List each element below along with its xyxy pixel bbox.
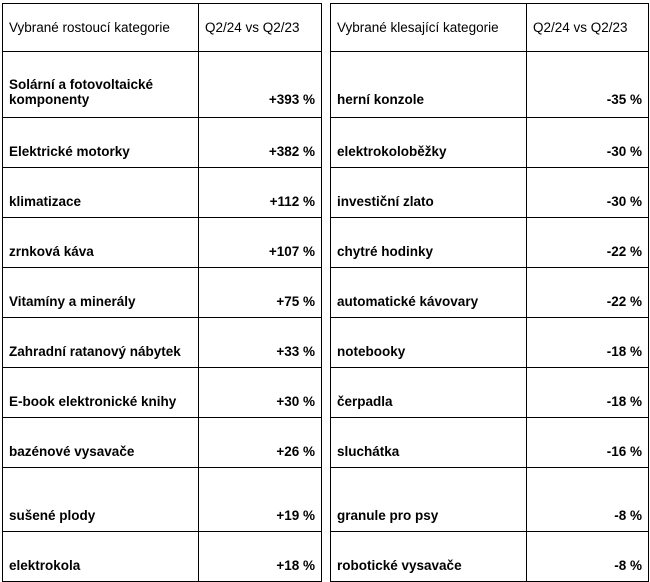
table-row — [3, 468, 322, 532]
category-cell: E-book elektronické knihy — [3, 368, 199, 418]
table-row — [331, 468, 649, 532]
table-row — [331, 368, 649, 418]
value-cell: +112 % — [199, 168, 322, 218]
declining-categories-table — [330, 3, 649, 582]
value-cell: -16 % — [527, 418, 649, 468]
table-row — [331, 118, 649, 168]
value-cell: -18 % — [527, 318, 649, 368]
table-row — [331, 168, 649, 218]
category-cell: herní konzole — [331, 52, 527, 118]
table-row — [331, 268, 649, 318]
table-row — [3, 418, 322, 468]
value-cell: +382 % — [199, 118, 322, 168]
table-row — [3, 218, 322, 268]
value-cell: -22 % — [527, 218, 649, 268]
table-row — [3, 318, 322, 368]
table-header-row — [3, 4, 322, 52]
value-cell: +26 % — [199, 418, 322, 468]
category-cell: Elektrické motorky — [3, 118, 199, 168]
category-cell: Zahradní ratanový nábytek — [3, 318, 199, 368]
value-cell: -18 % — [527, 368, 649, 418]
value-cell: +107 % — [199, 218, 322, 268]
table-header-row — [331, 4, 649, 52]
category-cell: čerpadla — [331, 368, 527, 418]
value-cell: +19 % — [199, 468, 322, 532]
value-cell: -22 % — [527, 268, 649, 318]
growing-categories-table — [2, 3, 322, 582]
category-cell: Solární a fotovoltaické komponenty — [3, 52, 199, 118]
category-cell: automatické kávovary — [331, 268, 527, 318]
table-row — [331, 418, 649, 468]
value-cell: +33 % — [199, 318, 322, 368]
column-header-period: Q2/24 vs Q2/23 — [527, 4, 649, 52]
value-cell: -30 % — [527, 118, 649, 168]
category-cell: granule pro psy — [331, 468, 527, 532]
value-cell: +30 % — [199, 368, 322, 418]
table-row — [331, 532, 649, 582]
category-cell: zrnková káva — [3, 218, 199, 268]
category-cell: investiční zlato — [331, 168, 527, 218]
table-row — [3, 268, 322, 318]
table-row — [3, 168, 322, 218]
category-cell: elektrokoloběžky — [331, 118, 527, 168]
table-row — [331, 218, 649, 268]
table-row — [331, 318, 649, 368]
table-row — [3, 118, 322, 168]
column-header-category: Vybrané rostoucí kategorie — [3, 4, 199, 52]
table-row — [3, 532, 322, 582]
category-cell: bazénové vysavače — [3, 418, 199, 468]
table-row — [331, 52, 649, 118]
category-cell: chytré hodinky — [331, 218, 527, 268]
category-cell: elektrokola — [3, 532, 199, 582]
value-cell: -35 % — [527, 52, 649, 118]
value-cell: -30 % — [527, 168, 649, 218]
category-cell: notebooky — [331, 318, 527, 368]
table-row — [3, 368, 322, 418]
table-row — [3, 52, 322, 118]
value-cell: +393 % — [199, 52, 322, 118]
column-header-category: Vybrané klesající kategorie — [331, 4, 527, 52]
value-cell: -8 % — [527, 532, 649, 582]
category-cell: robotické vysavače — [331, 532, 527, 582]
category-cell: sušené plody — [3, 468, 199, 532]
value-cell: +75 % — [199, 268, 322, 318]
category-cell: sluchátka — [331, 418, 527, 468]
value-cell: +18 % — [199, 532, 322, 582]
value-cell: -8 % — [527, 468, 649, 532]
column-header-period: Q2/24 vs Q2/23 — [199, 4, 322, 52]
category-cell: klimatizace — [3, 168, 199, 218]
category-cell: Vitamíny a minerály — [3, 268, 199, 318]
